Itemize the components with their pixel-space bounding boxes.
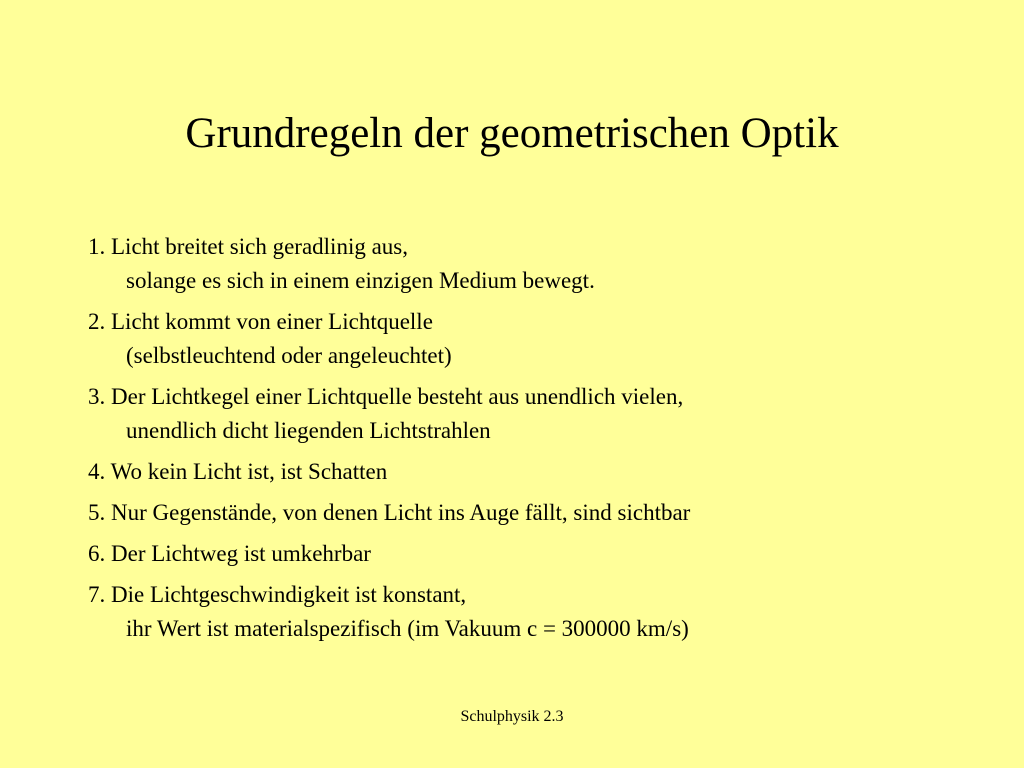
rule-6 bbox=[88, 537, 988, 571]
rule-4-text: 4. Wo kein Licht ist, ist Schatten bbox=[88, 459, 388, 484]
rule-5-text: 5. Nur Gegenstände, von denen Licht ins Auge fällt, sind sichtbar bbox=[88, 500, 691, 525]
rule-1-text: 1. Licht breitet sich geradlinig aus, bbox=[88, 234, 408, 259]
rules-list bbox=[88, 230, 988, 653]
rule-7-text: 7. Die Lichtgeschwindigkeit ist konstant, bbox=[88, 582, 467, 607]
rule-6-text: 6. Der Lichtweg ist umkehrbar bbox=[88, 541, 371, 566]
rule-7 bbox=[88, 578, 988, 646]
slide-title: Grundregeln der geometrischen Optik bbox=[185, 110, 839, 157]
rule-2-text: 2. Licht kommt von einer Lichtquelle bbox=[88, 309, 433, 334]
rule-1-continuation: solange es sich in einem einzigen Medium bewegt. bbox=[126, 268, 595, 293]
slide-footer: Schulphysik 2.3 bbox=[460, 708, 564, 725]
rule-7-continuation: ihr Wert ist materialspezifisch (im Vakuum c = 300000 km/s) bbox=[126, 616, 689, 641]
rule-2 bbox=[88, 305, 988, 373]
rule-5 bbox=[88, 496, 988, 530]
rule-4 bbox=[88, 455, 988, 489]
rule-3 bbox=[88, 380, 988, 448]
rule-3-continuation: unendlich dicht liegenden Lichtstrahlen bbox=[126, 418, 491, 443]
rule-2-continuation: (selbstleuchtend oder angeleuchtet) bbox=[126, 343, 452, 368]
rule-3-text: 3. Der Lichtkegel einer Lichtquelle besteht aus unendlich vielen, bbox=[88, 384, 684, 409]
rule-1 bbox=[88, 230, 988, 298]
